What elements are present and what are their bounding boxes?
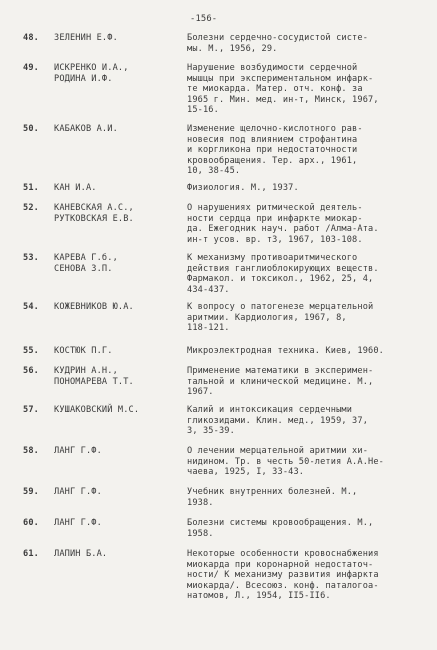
reference-line: натомов, Л., 1954, II5-II6. xyxy=(187,591,331,601)
author-line: КУДРИН А.Н., xyxy=(54,366,118,376)
entry-authors xyxy=(54,487,172,498)
reference-line: Некоторые особенности кровоснабжения xyxy=(187,549,379,559)
author-line: ПОНОМАРЕВА Т.Т. xyxy=(54,376,134,387)
reference-line: 1967. xyxy=(187,387,214,397)
entry-authors xyxy=(54,253,172,274)
reference-line: гликозидами. Клин. мед., 1959, 37, xyxy=(187,415,369,426)
reference-line: нидином. Тр. в честь 50-летия А.А.Не- xyxy=(187,456,384,467)
entry-authors xyxy=(54,405,172,416)
entry-reference xyxy=(187,183,417,194)
entry-authors xyxy=(54,203,172,224)
reference-line: ности сердца при инфаркте миокар- xyxy=(187,213,363,224)
entry-number: 55. xyxy=(23,346,39,356)
entry-authors xyxy=(54,33,172,44)
entry-number: 50. xyxy=(23,124,39,134)
reference-line: Болезни сердечно-сосудистой систе- xyxy=(187,33,369,43)
reference-line: чаева, 1925, I, 33-43. xyxy=(187,467,305,477)
entry-authors xyxy=(54,518,172,529)
entry-number: 51. xyxy=(23,183,39,193)
entry-reference xyxy=(187,33,417,54)
reference-line: тальной и клинической медицине. М., xyxy=(187,376,374,387)
reference-line: кровообращения. Тер. арх., 1961, xyxy=(187,155,358,166)
entry-reference xyxy=(187,253,417,295)
author-line: КАБАКОВ А.И. xyxy=(54,124,118,134)
author-line: ЗЕЛЕНИН Е.Ф. xyxy=(54,33,118,43)
author-line: КАНЕВСКАЯ А.С., xyxy=(54,203,134,213)
reference-line: О нарушениях ритмической деятель- xyxy=(187,203,363,213)
entry-authors xyxy=(54,446,172,457)
author-line: РОДИНА И.Ф. xyxy=(54,73,113,84)
author-line: РУТКОВСКАЯ Е.В. xyxy=(54,213,134,224)
author-line: СЕНОВА З.П. xyxy=(54,263,113,274)
reference-line: О лечении мерцательной аритмии хи- xyxy=(187,446,369,456)
entry-reference xyxy=(187,346,417,357)
entry-number: 56. xyxy=(23,366,39,376)
author-line: КОСТЮК П.Г. xyxy=(54,346,113,356)
author-line: КАН И.А. xyxy=(54,183,97,193)
reference-line: и коргликона при недостаточности xyxy=(187,145,358,155)
reference-line: Микроэлектродная техника. Киев, 1960. xyxy=(187,346,384,356)
entry-reference xyxy=(187,124,417,177)
reference-line: Болезни системы кровообращения. М., xyxy=(187,518,374,528)
author-line: ЛАНГ Г.Ф. xyxy=(54,446,102,456)
reference-line: 434-437. xyxy=(187,284,230,295)
entry-number: 48. xyxy=(23,33,39,43)
entry-reference xyxy=(187,518,417,539)
reference-line: 1958. xyxy=(187,528,214,539)
entry-number: 57. xyxy=(23,405,39,415)
entry-authors xyxy=(54,302,172,313)
reference-line: Изменение щелочно-кислотного рав- xyxy=(187,124,363,134)
reference-line: ин-т усов. вр. т3, 1967, 103-108. xyxy=(187,234,363,245)
reference-line: действия ганглиоблокирующих веществ. xyxy=(187,263,379,274)
reference-line: Учебник внутренних болезней. М., xyxy=(187,487,358,497)
entry-number: 60. xyxy=(23,518,39,528)
reference-line: 118-121. xyxy=(187,323,230,333)
entry-reference xyxy=(187,487,417,508)
author-line: ЛАНГ Г.Ф. xyxy=(54,518,102,528)
reference-line: ности/ К механизму развития инфаркта xyxy=(187,570,379,580)
reference-line: Физиология. М., 1937. xyxy=(187,183,299,193)
reference-line: 15-16. xyxy=(187,105,219,115)
reference-line: Применение математики в эксперимен- xyxy=(187,366,374,376)
reference-line: 3, 35-39. xyxy=(187,426,235,436)
entry-number: 53. xyxy=(23,253,39,263)
reference-line: 10, 38-45. xyxy=(187,166,241,176)
entry-number: 52. xyxy=(23,203,39,213)
reference-line: миокарда/. Всесоюз. конф. паталогоа- xyxy=(187,580,379,591)
entry-number: 58. xyxy=(23,446,39,456)
entry-authors xyxy=(54,124,172,135)
reference-line: Калий и интоксикация сердечными xyxy=(187,405,353,415)
entry-reference xyxy=(187,302,417,334)
entry-authors xyxy=(54,183,172,194)
reference-line: 1965 г. Мин. мед. ин-т, Минск, 1967, xyxy=(187,94,379,105)
reference-line: мышцы при экспериментальном инфарк- xyxy=(187,73,374,84)
reference-line: те миокарда. Матер. отч. конф. за xyxy=(187,84,363,94)
entry-reference xyxy=(187,549,417,602)
entry-authors xyxy=(54,63,172,84)
reference-line: да. Ежегодник науч. работ /Алма-Ата. xyxy=(187,224,379,234)
entry-reference xyxy=(187,446,417,478)
reference-line: миокарда при коронарной недостаточ- xyxy=(187,559,374,570)
reference-line: 1938. xyxy=(187,497,214,508)
entry-reference xyxy=(187,405,417,437)
entry-reference xyxy=(187,366,417,398)
author-line: КАРЕВА Г.б., xyxy=(54,253,118,263)
entry-number: 54. xyxy=(23,302,39,312)
reference-line: аритмии. Кардиология, 1967, 8, xyxy=(187,312,347,323)
entry-number: 59. xyxy=(23,487,39,497)
entry-number: 49. xyxy=(23,63,39,73)
author-line: КОЖЕВНИКОВ Ю.А. xyxy=(54,302,134,312)
author-line: ЛАПИН Б.А. xyxy=(54,549,108,559)
reference-line: новесия под влиянием строфантина xyxy=(187,134,358,145)
author-line: ЛАНГ Г.Ф. xyxy=(54,487,102,497)
page-number: -156- xyxy=(190,14,218,24)
reference-line: Фармакол. и токсикол., 1962, 25, 4, xyxy=(187,274,374,284)
reference-line: К вопросу о патогенезе мерцательной xyxy=(187,302,374,312)
entry-authors xyxy=(54,366,172,387)
reference-line: Нарушение возбудимости сердечной xyxy=(187,63,358,73)
entry-reference xyxy=(187,203,417,245)
reference-line: К механизму противоаритмического xyxy=(187,253,358,263)
entry-reference xyxy=(187,63,417,116)
author-line: КУШАКОВСКИЙ М.С. xyxy=(54,405,140,415)
entry-number: 61. xyxy=(23,549,39,559)
author-line: ИСКРЕНКО И.А., xyxy=(54,63,129,73)
entry-authors xyxy=(54,549,172,560)
entry-authors xyxy=(54,346,172,357)
reference-line: мы. М., 1956, 29. xyxy=(187,43,278,54)
